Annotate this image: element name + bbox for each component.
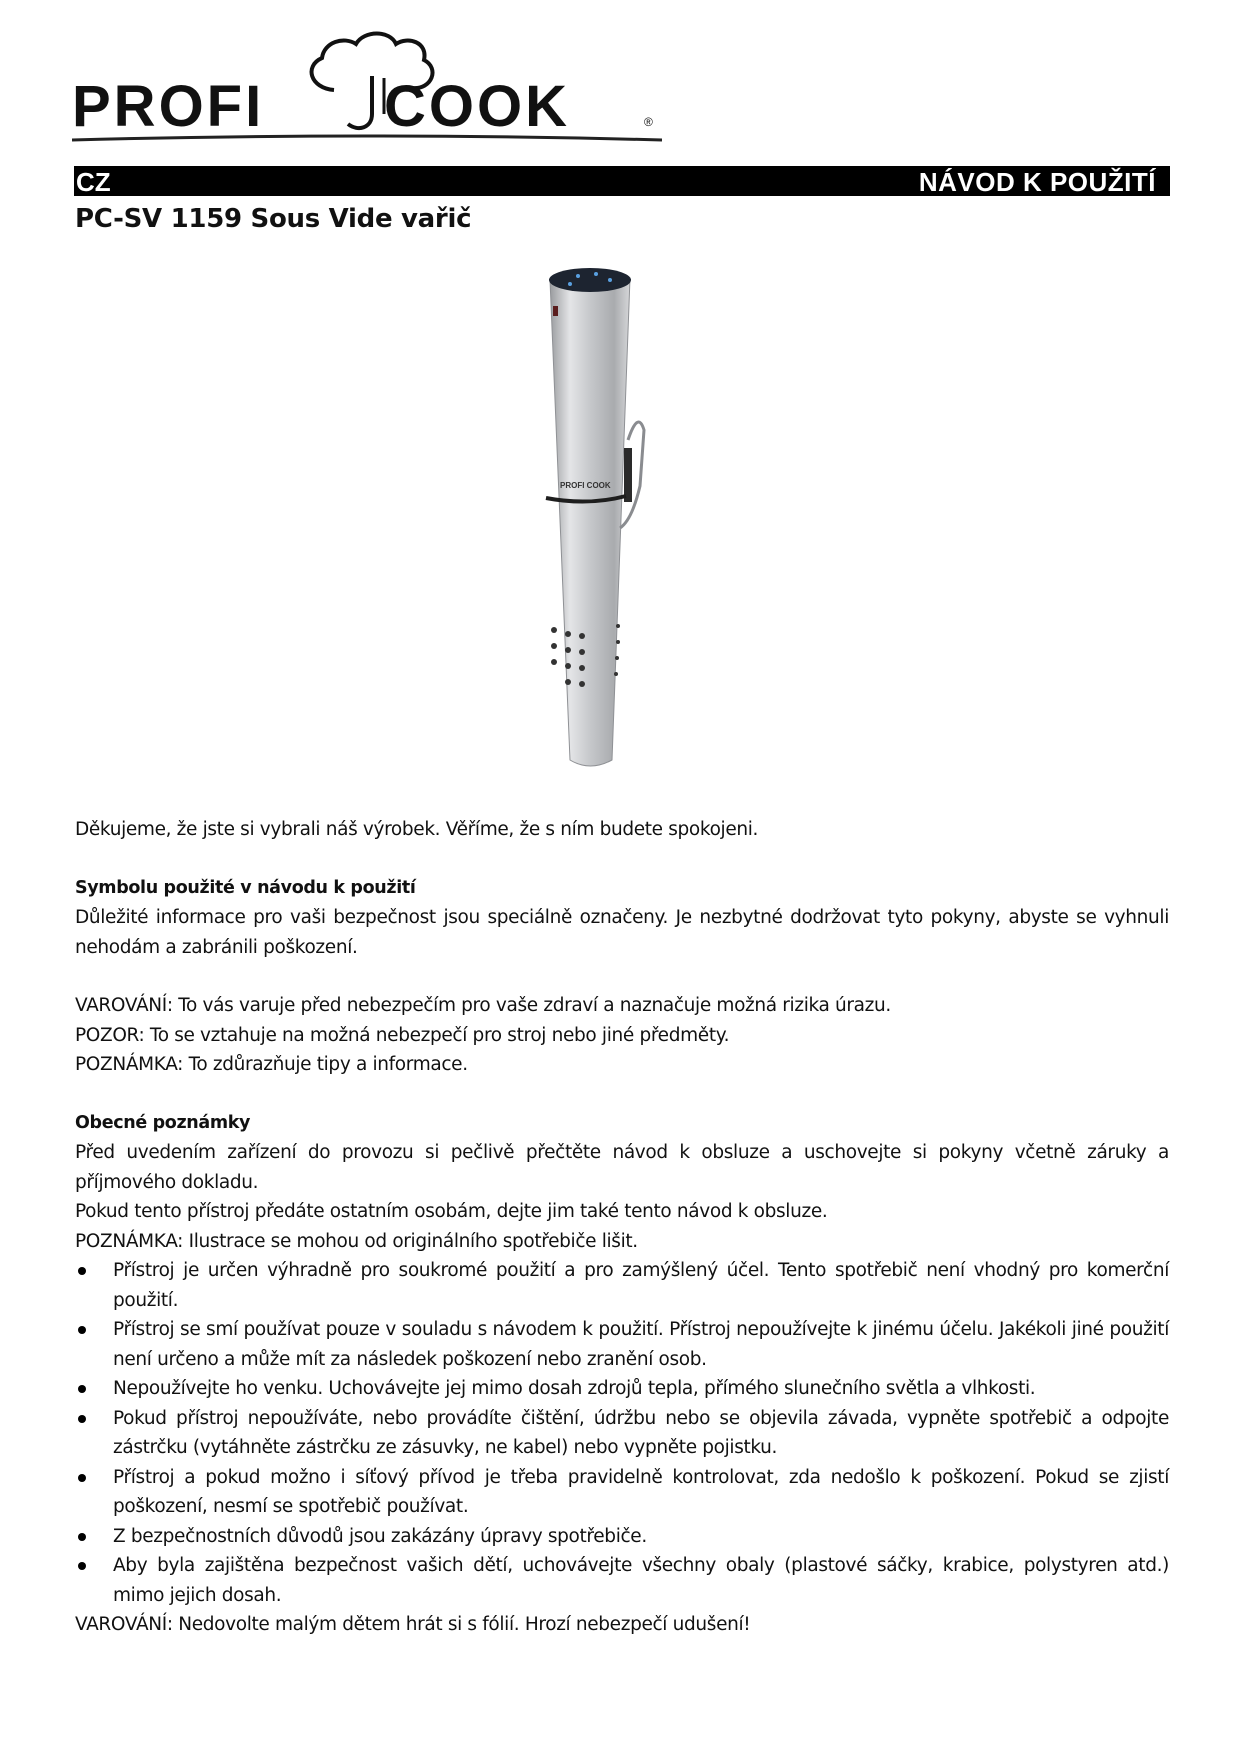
list-item: Pokud přístroj nepoužíváte, nebo provádíte čištění, údržbu nebo se objevila závada, vypněte spotřebič a odpojte zástrčku (vytáhněte zástrčku ze zásuvky, ne kabel) nebo vypněte pojistku.	[75, 1404, 1169, 1463]
safety-list	[75, 1256, 1169, 1610]
page-title: PC-SV 1159 Sous Vide vařič	[75, 204, 472, 234]
general-warning: VAROVÁNÍ: Nedovolte malým dětem hrát si s fólií. Hrozí nebezpečí udušení!	[75, 1614, 751, 1635]
symbols-text: Důležité informace pro vaši bezpečnost jsou speciálně označeny. Je nezbytné dodržovat tyto pokyny, abyste se vyhnuli nehodám a zabránili poškození.	[75, 907, 1169, 958]
general-heading: Obecné poznámky	[75, 1112, 251, 1133]
symbols-heading: Symbolu použité v návodu k použití	[75, 877, 416, 898]
general-paragraph-1: Před uvedením zařízení do provozu si pečlivě přečtěte návod k obsluze a uschovejte si pokyny včetně záruky a příjmového dokladu.	[75, 1142, 1169, 1193]
general-paragraph-2: Pokud tento přístroj předáte ostatním osobám, dejte jim také tento návod k obsluze.	[75, 1201, 828, 1222]
profi-cook-logo	[72, 28, 662, 150]
intro-text: Děkujeme, že jste si vybrali náš výrobek. Věříme, že s ním budete spokojeni.	[75, 819, 759, 840]
symbol-warning: VAROVÁNÍ: To vás varuje před nebezpečím pro vaše zdraví a naznačuje možná rizika úrazu.	[75, 995, 891, 1016]
list-item: Nepoužívejte ho venku. Uchovávejte jej mimo dosah zdrojů tepla, přímého slunečního světla a vlhkosti.	[75, 1374, 1169, 1404]
document-type: NÁVOD K POUŽITÍ	[918, 167, 1156, 197]
language-code: CZ	[76, 167, 111, 197]
list-item: Přístroj a pokud možno i síťový přívod je třeba pravidelně kontrolovat, zda nedošlo k poškození. Pokud se zjistí poškození, nesmí se spotřebič používat.	[75, 1463, 1169, 1522]
document-body	[75, 815, 1169, 1640]
list-item: Přístroj je určen výhradně pro soukromé použití a pro zamýšlený účel. Tento spotřebič není vhodný pro komerční použití.	[75, 1256, 1169, 1315]
general-note: POZNÁMKA: Ilustrace se mohou od originálního spotřebiče lišit.	[75, 1230, 638, 1252]
list-item: Přístroj se smí používat pouze v souladu s návodem k použití. Přístroj nepoužívejte k jinému účelu. Jakékoli jiné použití není určeno a může mít za následek poškození nebo zranění osob.	[75, 1315, 1169, 1374]
logo-word-cook: COOK	[384, 74, 570, 139]
symbol-note: POZNÁMKA: To zdůrazňuje tipy a informace.	[75, 1054, 468, 1075]
logo-word-profi: PROFI	[72, 74, 265, 139]
symbol-caution: POZOR: To se vztahuje na možná nebezpečí pro stroj nebo jiné předměty.	[75, 1024, 730, 1046]
list-item: Z bezpečnostních důvodů jsou zakázány úpravy spotřebiče.	[75, 1522, 1169, 1552]
registered-mark: ®	[644, 115, 653, 129]
list-item: Aby byla zajištěna bezpečnost vašich dětí, uchovávejte všechny obaly (plastové sáčky, krabice, polystyren atd.) mimo jejich dosah.	[75, 1551, 1169, 1610]
header-bar	[74, 166, 1170, 196]
product-image	[540, 260, 720, 780]
device-brand-label: PROFI COOK	[560, 481, 611, 490]
